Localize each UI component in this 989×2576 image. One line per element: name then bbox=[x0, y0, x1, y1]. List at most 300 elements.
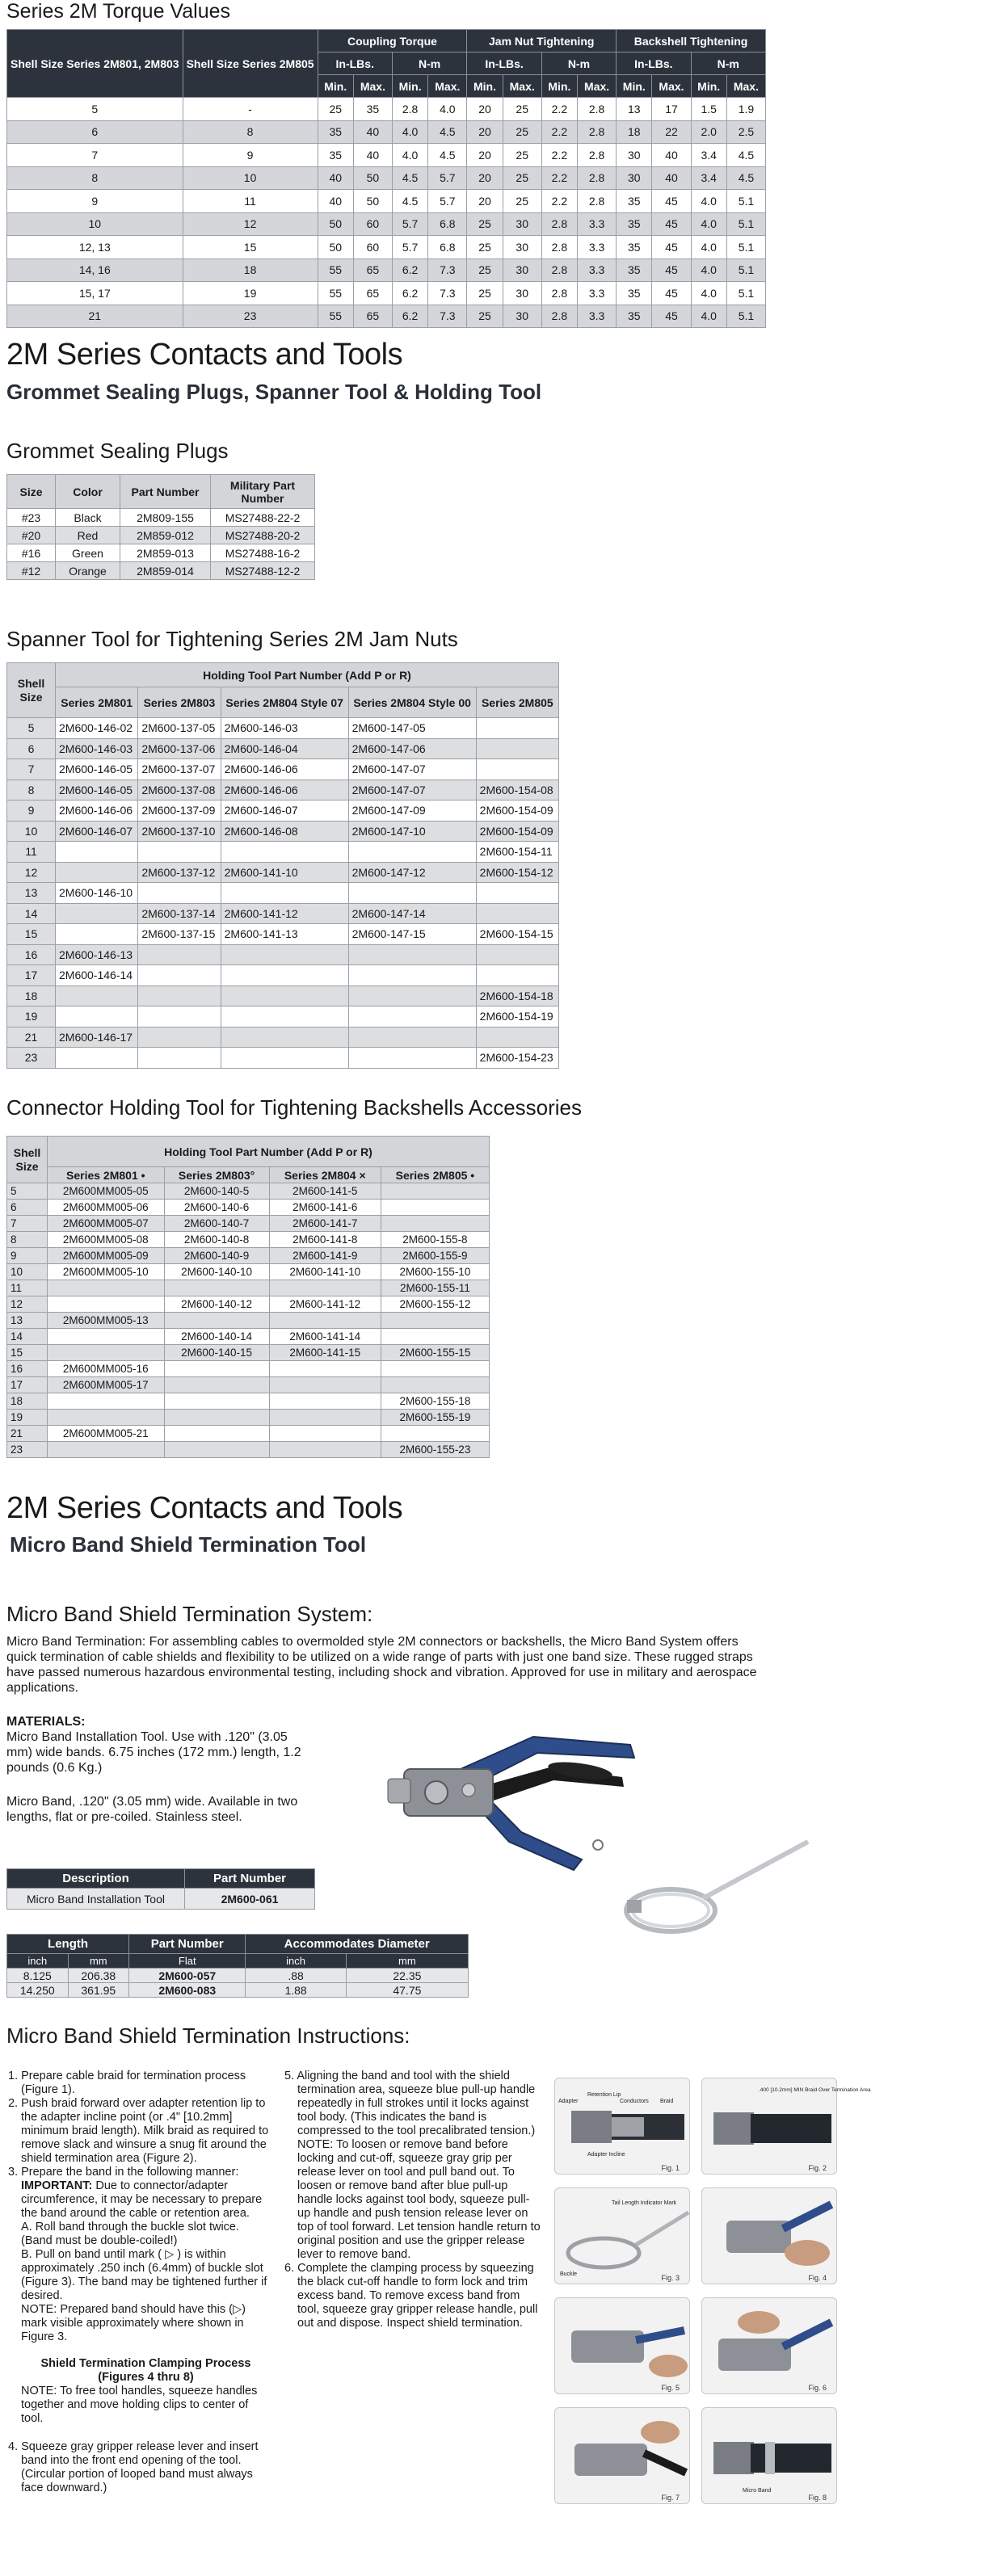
part-number-cell bbox=[56, 985, 138, 1006]
table-cell: 2.8 bbox=[578, 120, 617, 144]
table-cell: 25 bbox=[503, 166, 541, 190]
figure-3 bbox=[554, 2187, 690, 2284]
table-cell: 10 bbox=[7, 212, 183, 236]
step-5-note: NOTE: To loosen or remove band before locking and cut-off, squeeze gray grip per release lever on tool and pull band out. To loosen or remove band after blue pull-up handle locks against tool body, squeeze pull-up handle and push tension release lever on top of tool forward. Let tension handle return to original position and use the gripper release lever to remove band. bbox=[297, 2138, 541, 2261]
table-row bbox=[7, 258, 766, 282]
part-number-cell: 2M600-154-19 bbox=[476, 1006, 558, 1027]
head-min: Min. bbox=[617, 75, 652, 98]
table-cell: 6.2 bbox=[392, 258, 427, 282]
part-number-cell: 2M600-141-7 bbox=[269, 1216, 381, 1232]
part-number-cell: 2M600-146-05 bbox=[56, 759, 138, 780]
table-cell: 35 bbox=[617, 212, 652, 236]
table-cell: 4.0 bbox=[691, 190, 726, 213]
head-unit: mm bbox=[346, 1954, 468, 1969]
head-series: Series 2M804 Style 07 bbox=[221, 687, 348, 718]
table-cell: 25 bbox=[503, 144, 541, 167]
head-max: Max. bbox=[726, 75, 765, 98]
part-number-cell bbox=[221, 985, 348, 1006]
part-number-cell: 2M600-146-03 bbox=[56, 738, 138, 759]
part-number-cell: 2M600-137-08 bbox=[138, 780, 221, 801]
part-number-cell: 2M600-141-10 bbox=[269, 1264, 381, 1280]
materials-heading: MATERIALS: bbox=[6, 1715, 86, 1729]
shell-size-cell: 19 bbox=[7, 1410, 48, 1426]
callout-buckle: Buckle bbox=[560, 2271, 578, 2277]
table-cell: 2.2 bbox=[541, 120, 577, 144]
part-number-cell bbox=[348, 965, 476, 986]
table-cell: 25 bbox=[467, 212, 503, 236]
head-in-lbs: In-LBs. bbox=[467, 53, 541, 75]
tool-part-number: 2M600-061 bbox=[185, 1889, 315, 1910]
part-number-cell: 2M600-141-6 bbox=[269, 1200, 381, 1216]
head-series: Series 2M805 • bbox=[381, 1167, 489, 1183]
shell-size-cell: 11 bbox=[7, 842, 56, 863]
table-row bbox=[7, 562, 315, 580]
part-number-cell bbox=[138, 883, 221, 904]
head-unit: Flat bbox=[129, 1954, 246, 1969]
part-number-cell bbox=[269, 1442, 381, 1458]
table-cell: 2.8 bbox=[578, 190, 617, 213]
step-3b: B. Pull on band until mark ( ▷ ) is within approximately .250 inch (6.4mm) of buckle slot (Figure 3). The band may be tightened further if desired. bbox=[21, 2248, 267, 2302]
part-number-cell bbox=[269, 1280, 381, 1296]
table-cell: 2M600-057 bbox=[129, 1969, 246, 1983]
table-cell: 2.2 bbox=[541, 144, 577, 167]
table-row bbox=[7, 166, 766, 190]
part-number-cell: 2M600-147-12 bbox=[348, 862, 476, 883]
part-number-cell: 2M600-146-03 bbox=[221, 718, 348, 739]
part-number-cell bbox=[381, 1200, 489, 1216]
part-number-cell bbox=[48, 1393, 165, 1410]
shell-size-cell: 16 bbox=[7, 944, 56, 965]
head-unit: mm bbox=[68, 1954, 129, 1969]
shell-size-cell: 14 bbox=[7, 903, 56, 924]
table-cell: 7.3 bbox=[428, 305, 467, 328]
table-cell: 2.8 bbox=[541, 212, 577, 236]
table-cell: 35 bbox=[353, 98, 392, 121]
part-number-cell: 2M600-147-10 bbox=[348, 821, 476, 842]
table-cell: 45 bbox=[652, 190, 691, 213]
part-number-cell: 2M600-147-15 bbox=[348, 924, 476, 945]
table-cell: 35 bbox=[318, 120, 353, 144]
shell-size-cell: 10 bbox=[7, 1264, 48, 1280]
table-cell: 65 bbox=[353, 305, 392, 328]
section2-subtitle: Micro Band Shield Termination Tool bbox=[10, 1532, 367, 1557]
table-row bbox=[7, 1313, 490, 1329]
head-max: Max. bbox=[428, 75, 467, 98]
part-number-cell bbox=[348, 842, 476, 863]
part-number-cell: 2M600-154-18 bbox=[476, 985, 558, 1006]
part-number-cell bbox=[348, 944, 476, 965]
part-number-cell bbox=[48, 1329, 165, 1345]
part-number-cell bbox=[381, 1183, 489, 1200]
table-row bbox=[7, 842, 559, 863]
table-cell: 47.75 bbox=[346, 1983, 468, 1998]
head-series: Series 2M801 bbox=[56, 687, 138, 718]
part-number-cell bbox=[164, 1313, 269, 1329]
table-cell: 40 bbox=[353, 120, 392, 144]
head-shell-2m801: Shell Size Series 2M801, 2M803 bbox=[7, 30, 183, 98]
part-number-cell: 2M600-141-10 bbox=[221, 862, 348, 883]
table-cell: 2.8 bbox=[541, 305, 577, 328]
table-cell: 22 bbox=[652, 120, 691, 144]
part-number-cell: 2M600-155-11 bbox=[381, 1280, 489, 1296]
table-cell: 2.8 bbox=[541, 258, 577, 282]
table-row bbox=[7, 1410, 490, 1426]
fig-label-1: Fig. 1 bbox=[661, 2164, 680, 2172]
part-number-cell: 2M600-154-09 bbox=[476, 821, 558, 842]
band-table bbox=[6, 1934, 469, 1998]
part-number-cell: 2M600-154-11 bbox=[476, 842, 558, 863]
table-row bbox=[7, 718, 559, 739]
part-number-cell: 2M600-140-10 bbox=[164, 1264, 269, 1280]
head-color: Color bbox=[56, 475, 120, 509]
table-cell: #16 bbox=[7, 544, 56, 562]
part-number-cell: 2M600-146-06 bbox=[221, 759, 348, 780]
table-cell: 35 bbox=[617, 258, 652, 282]
part-number-cell: 2M600-147-06 bbox=[348, 738, 476, 759]
shell-size-cell: 23 bbox=[7, 1442, 48, 1458]
table-cell: 206.38 bbox=[68, 1969, 129, 1983]
part-number-cell: 2M600-141-13 bbox=[221, 924, 348, 945]
fig-label-3: Fig. 3 bbox=[661, 2274, 680, 2282]
shell-size-cell: 5 bbox=[7, 718, 56, 739]
table-row bbox=[7, 1442, 490, 1458]
clamping-note: NOTE: To free tool handles, squeeze handles together and move holding clips to center of tool. bbox=[21, 2385, 258, 2425]
table-cell: MS27488-20-2 bbox=[211, 527, 315, 544]
table-cell: .88 bbox=[246, 1969, 346, 1983]
head-max: Max. bbox=[578, 75, 617, 98]
part-number-cell bbox=[348, 883, 476, 904]
part-number-cell bbox=[138, 985, 221, 1006]
table-cell: 5.1 bbox=[726, 212, 765, 236]
part-number-cell bbox=[476, 718, 558, 739]
table-cell: 22.35 bbox=[346, 1969, 468, 1983]
part-number-cell bbox=[269, 1393, 381, 1410]
table-cell: 40 bbox=[652, 144, 691, 167]
part-number-cell bbox=[476, 1027, 558, 1048]
table-cell: 2.8 bbox=[541, 282, 577, 305]
step-5: 5. Aligning the band and tool with the shield termination area, squeeze blue pull-up handle repeatedly in full strokes until it locks against tool body. (This indicates the band is compressed to the tool precalibrated tension.) bbox=[284, 2070, 536, 2137]
table-cell: 7 bbox=[7, 144, 183, 167]
table-cell: 65 bbox=[353, 282, 392, 305]
table-cell: 6.2 bbox=[392, 305, 427, 328]
part-number-cell bbox=[164, 1442, 269, 1458]
table-row bbox=[7, 544, 315, 562]
part-number-cell bbox=[381, 1377, 489, 1393]
table-cell: 5.7 bbox=[392, 236, 427, 259]
shell-size-cell: 14 bbox=[7, 1329, 48, 1345]
table-row bbox=[7, 212, 766, 236]
part-number-cell bbox=[164, 1393, 269, 1410]
table-row bbox=[7, 190, 766, 213]
part-number-cell bbox=[221, 1027, 348, 1048]
part-number-cell: 2M600-140-15 bbox=[164, 1345, 269, 1361]
part-number-cell: 2M600MM005-10 bbox=[48, 1264, 165, 1280]
head-series: Series 2M803° bbox=[164, 1167, 269, 1183]
section1-subtitle: Grommet Sealing Plugs, Spanner Tool & Holding Tool bbox=[6, 380, 542, 404]
head-unit: inch bbox=[7, 1954, 69, 1969]
table-cell: Black bbox=[56, 509, 120, 527]
step-3: 3. Prepare the band in the following manner: bbox=[8, 2166, 239, 2179]
table-cell: 3.4 bbox=[691, 166, 726, 190]
part-number-cell: 2M600-146-07 bbox=[56, 821, 138, 842]
head-series: Series 2M804 × bbox=[269, 1167, 381, 1183]
table-cell: 6.8 bbox=[428, 212, 467, 236]
table-cell: 9 bbox=[7, 190, 183, 213]
shell-size-cell: 21 bbox=[7, 1027, 56, 1048]
head-military-part: Military Part Number bbox=[211, 475, 315, 509]
table-cell: MS27488-22-2 bbox=[211, 509, 315, 527]
table-cell: 55 bbox=[318, 282, 353, 305]
part-number-cell bbox=[56, 842, 138, 863]
table-row bbox=[7, 282, 766, 305]
table-cell: 14.250 bbox=[7, 1983, 69, 1998]
part-number-cell: 2M600-146-06 bbox=[221, 780, 348, 801]
table-row bbox=[7, 1329, 490, 1345]
part-number-cell: 2M600-147-14 bbox=[348, 903, 476, 924]
micro-band-illustration bbox=[614, 1834, 824, 1947]
part-number-cell: 2M600-137-14 bbox=[138, 903, 221, 924]
table-cell: 35 bbox=[318, 144, 353, 167]
figure-1 bbox=[554, 2078, 690, 2175]
part-number-cell: 2M600-155-15 bbox=[381, 1345, 489, 1361]
part-number-cell bbox=[138, 1027, 221, 1048]
head-in-lbs: In-LBs. bbox=[617, 53, 691, 75]
part-number-cell bbox=[48, 1442, 165, 1458]
table-cell: 6.2 bbox=[392, 282, 427, 305]
section1-title: 2M Series Contacts and Tools bbox=[6, 338, 403, 372]
shell-size-cell: 13 bbox=[7, 883, 56, 904]
part-number-cell: 2M600MM005-08 bbox=[48, 1232, 165, 1248]
table-cell: 18 bbox=[183, 258, 318, 282]
table-row bbox=[7, 509, 315, 527]
table-cell: 3.3 bbox=[578, 282, 617, 305]
part-number-cell: 2M600-155-19 bbox=[381, 1410, 489, 1426]
head-series: Series 2M805 bbox=[476, 687, 558, 718]
table-row bbox=[7, 801, 559, 822]
table-cell: 40 bbox=[318, 190, 353, 213]
table-cell: 5.1 bbox=[726, 190, 765, 213]
callout-micro-band: Micro Band bbox=[743, 2488, 772, 2494]
head-min: Min. bbox=[467, 75, 503, 98]
system-intro: Micro Band Termination: For assembling cables to overmolded style 2M connectors or backshells, the Micro Band System offers quick termination of cable shields and flexibility to be utilized on a wide range of parts with just one band size. These rugged straps have passed numerous hazardous environmental testing, including shock and vibration. Approved for use in military and aerospace applications. bbox=[6, 1635, 757, 1695]
table-row bbox=[7, 1264, 490, 1280]
shell-size-cell: 15 bbox=[7, 1345, 48, 1361]
head-holding-tool: Holding Tool Part Number (Add P or R) bbox=[56, 663, 559, 687]
shell-size-cell: 18 bbox=[7, 1393, 48, 1410]
table-cell: 12, 13 bbox=[7, 236, 183, 259]
head-holding-tool: Holding Tool Part Number (Add P or R) bbox=[48, 1137, 490, 1167]
part-number-cell bbox=[381, 1313, 489, 1329]
part-number-cell: 2M600-155-23 bbox=[381, 1442, 489, 1458]
table-cell: 20 bbox=[467, 190, 503, 213]
table-cell: 4.0 bbox=[428, 98, 467, 121]
part-number-cell bbox=[221, 883, 348, 904]
callout-braid-length: .400 [10.2mm] MIN Braid Over Termination Area bbox=[759, 2087, 871, 2093]
table-cell: 2.8 bbox=[578, 144, 617, 167]
part-number-cell: 2M600-141-12 bbox=[269, 1296, 381, 1313]
grommet-title: Grommet Sealing Plugs bbox=[6, 439, 229, 463]
fig-label-5: Fig. 5 bbox=[661, 2384, 680, 2392]
table-cell: 2.8 bbox=[392, 98, 427, 121]
table-cell: 3.4 bbox=[691, 144, 726, 167]
table-cell: 15 bbox=[183, 236, 318, 259]
instructions-col1 bbox=[8, 2070, 271, 2495]
table-row bbox=[7, 98, 766, 121]
table-row bbox=[7, 780, 559, 801]
part-number-cell bbox=[164, 1426, 269, 1442]
part-number-cell: 2M600-140-5 bbox=[164, 1183, 269, 1200]
callout-adapter-incline: Adapter Incline bbox=[587, 2152, 625, 2158]
table-cell: 35 bbox=[617, 236, 652, 259]
table-cell: 40 bbox=[652, 166, 691, 190]
table-cell: 14, 16 bbox=[7, 258, 183, 282]
part-number-cell: 2M600-140-6 bbox=[164, 1200, 269, 1216]
table-cell: 25 bbox=[467, 236, 503, 259]
head-max: Max. bbox=[652, 75, 691, 98]
table-cell: MS27488-12-2 bbox=[211, 562, 315, 580]
part-number-cell bbox=[348, 985, 476, 1006]
table-row bbox=[7, 1183, 490, 1200]
head-jam-nut: Jam Nut Tightening bbox=[467, 30, 617, 53]
table-cell: 40 bbox=[318, 166, 353, 190]
shell-size-cell: 11 bbox=[7, 1280, 48, 1296]
table-row bbox=[7, 759, 559, 780]
table-cell: 4.5 bbox=[428, 144, 467, 167]
part-number-cell bbox=[56, 903, 138, 924]
part-number-cell: 2M600-137-09 bbox=[138, 801, 221, 822]
part-number-cell: 2M600-146-05 bbox=[56, 780, 138, 801]
table-cell: 3.3 bbox=[578, 305, 617, 328]
part-number-cell bbox=[381, 1361, 489, 1377]
part-number-cell bbox=[56, 924, 138, 945]
table-cell: 35 bbox=[617, 305, 652, 328]
part-number-cell bbox=[348, 1027, 476, 1048]
part-number-cell: 2M600-147-07 bbox=[348, 780, 476, 801]
table-row bbox=[7, 527, 315, 544]
table-row bbox=[7, 1200, 490, 1216]
table-row bbox=[7, 1296, 490, 1313]
part-number-cell bbox=[56, 1006, 138, 1027]
part-number-cell: 2M600-147-07 bbox=[348, 759, 476, 780]
part-number-cell bbox=[138, 965, 221, 986]
shell-size-cell: 16 bbox=[7, 1361, 48, 1377]
part-number-cell: 2M600-137-07 bbox=[138, 759, 221, 780]
part-number-cell: 2M600-137-06 bbox=[138, 738, 221, 759]
table-cell: 30 bbox=[617, 144, 652, 167]
table-cell: 15, 17 bbox=[7, 282, 183, 305]
part-number-cell: 2M600MM005-16 bbox=[48, 1361, 165, 1377]
fig-label-8: Fig. 8 bbox=[808, 2494, 827, 2502]
shell-size-cell: 19 bbox=[7, 1006, 56, 1027]
table-cell: 30 bbox=[617, 166, 652, 190]
part-number-cell bbox=[476, 738, 558, 759]
table-cell: 30 bbox=[503, 258, 541, 282]
head-unit: inch bbox=[246, 1954, 346, 1969]
table-row bbox=[7, 944, 559, 965]
table-cell: 25 bbox=[467, 282, 503, 305]
system-title: Micro Band Shield Termination System: bbox=[6, 1602, 373, 1626]
shell-size-cell: 7 bbox=[7, 759, 56, 780]
table-cell: 40 bbox=[353, 144, 392, 167]
table-row bbox=[7, 1361, 490, 1377]
head-series: Series 2M803 bbox=[138, 687, 221, 718]
part-number-cell: 2M600-146-14 bbox=[56, 965, 138, 986]
shell-size-cell: 18 bbox=[7, 985, 56, 1006]
table-cell: 2M859-014 bbox=[120, 562, 211, 580]
step-4: 4. Squeeze gray gripper release lever and insert band into the front end opening of the tool. (Circular portion of looped band must always face downward.) bbox=[8, 2440, 259, 2494]
head-in-lbs: In-LBs. bbox=[318, 53, 392, 75]
table-cell: 1.88 bbox=[246, 1983, 346, 1998]
shell-size-cell: 21 bbox=[7, 1426, 48, 1442]
table-row bbox=[7, 1006, 559, 1027]
callout-retention-lip: Retention Lip bbox=[587, 2092, 621, 2098]
part-number-cell: 2M600-141-5 bbox=[269, 1183, 381, 1200]
table-cell: 2.8 bbox=[578, 166, 617, 190]
shell-size-cell: 13 bbox=[7, 1313, 48, 1329]
tool-part-table bbox=[6, 1868, 315, 1910]
head-min: Min. bbox=[691, 75, 726, 98]
part-number-cell bbox=[48, 1296, 165, 1313]
table-row bbox=[7, 1426, 490, 1442]
table-row bbox=[7, 965, 559, 986]
head-part-number: Part Number bbox=[120, 475, 211, 509]
table-cell: 12 bbox=[183, 212, 318, 236]
shell-size-cell: 5 bbox=[7, 1183, 48, 1200]
table-cell: 50 bbox=[353, 190, 392, 213]
table-row bbox=[7, 1377, 490, 1393]
table-cell: 2.2 bbox=[541, 190, 577, 213]
table-cell: 2M600-083 bbox=[129, 1983, 246, 1998]
part-number-cell bbox=[476, 965, 558, 986]
head-shell-size: Shell Size bbox=[7, 663, 56, 718]
part-number-cell: 2M600MM005-13 bbox=[48, 1313, 165, 1329]
important-text: Due to connector/adapter circumference, it may be necessary to prepare the band around the cable or retention area. bbox=[21, 2179, 263, 2220]
fig-label-6: Fig. 6 bbox=[808, 2384, 827, 2392]
holding-table bbox=[6, 1136, 490, 1458]
head-nm: N-m bbox=[392, 53, 466, 75]
part-number-cell bbox=[269, 1313, 381, 1329]
table-cell: 4.0 bbox=[392, 120, 427, 144]
table-cell: 5 bbox=[7, 98, 183, 121]
table-cell: 25 bbox=[318, 98, 353, 121]
table-row bbox=[7, 120, 766, 144]
table-cell: 4.0 bbox=[691, 258, 726, 282]
table-row bbox=[7, 1983, 469, 1998]
part-number-cell bbox=[48, 1280, 165, 1296]
table-cell: Green bbox=[56, 544, 120, 562]
callout-braid: Braid bbox=[660, 2099, 674, 2104]
callout-tail-mark: Tail Length Indicator Mark bbox=[612, 2200, 677, 2206]
table-cell: 8 bbox=[183, 120, 318, 144]
table-cell: 45 bbox=[652, 212, 691, 236]
table-cell: 4.0 bbox=[392, 144, 427, 167]
part-number-cell: 2M600-137-05 bbox=[138, 718, 221, 739]
table-cell: 17 bbox=[652, 98, 691, 121]
table-cell: 6 bbox=[7, 120, 183, 144]
materials-tool: Micro Band Installation Tool. Use with .120" (3.05 mm) wide bands. 6.75 inches (172 mm.) length, 1.2 pounds (0.6 Kg.) bbox=[6, 1730, 301, 1775]
head-max: Max. bbox=[503, 75, 541, 98]
table-cell: 2.2 bbox=[541, 166, 577, 190]
table-cell: 4.0 bbox=[691, 236, 726, 259]
table-cell: 4.5 bbox=[392, 166, 427, 190]
table-cell: 30 bbox=[503, 212, 541, 236]
part-number-cell: 2M600-154-15 bbox=[476, 924, 558, 945]
table-cell: 2M859-012 bbox=[120, 527, 211, 544]
table-cell: 45 bbox=[652, 258, 691, 282]
table-row bbox=[7, 862, 559, 883]
table-cell: 7.3 bbox=[428, 258, 467, 282]
table-row bbox=[7, 924, 559, 945]
